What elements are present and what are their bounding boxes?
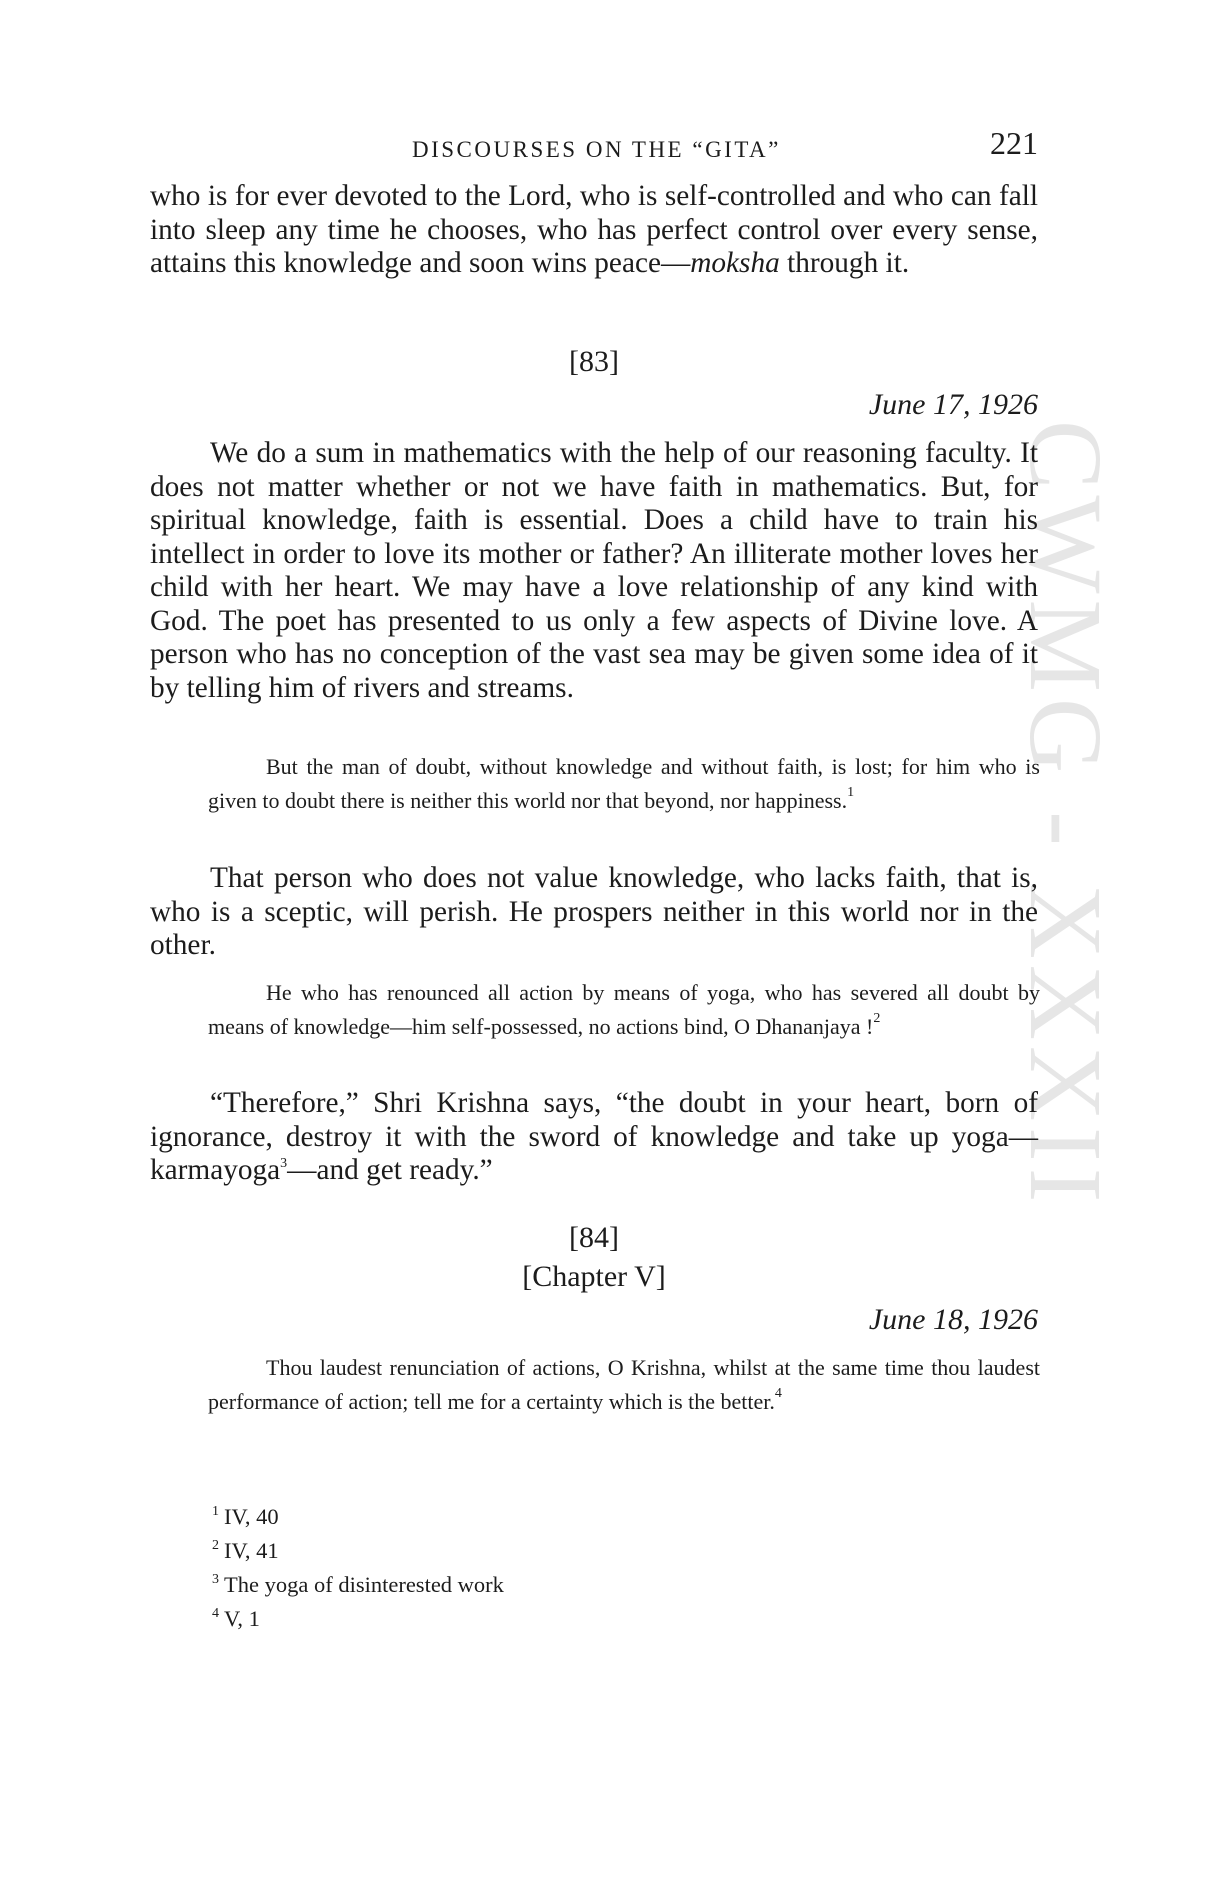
paragraph-tail: through it.	[779, 247, 910, 279]
footnote-ref: 1	[847, 784, 855, 800]
footnote	[212, 1599, 812, 1633]
paragraph-text: who is for ever devoted to the Lord, who is self-controlled and who can fall into sleep any time he chooses, who has perfect control over every sense, attains this knowledge and soon wins peace—	[150, 180, 1038, 279]
footnote-ref: 2	[873, 1010, 881, 1026]
page-number: 221	[990, 125, 1038, 161]
footnote-mark: 2	[212, 1538, 219, 1553]
paragraph-sceptic: That person who does not value knowledge, who lacks faith, that is, who is a sceptic, will perish. He prospers neither in this world nor in the other.	[150, 862, 1038, 961]
paragraph-therefore	[150, 1087, 1038, 1188]
chapter-heading: [Chapter V]	[522, 1260, 666, 1293]
footnote-mark: 3	[212, 1572, 219, 1587]
section-date-84: June 18, 1926	[868, 1303, 1038, 1336]
footnotes	[212, 1497, 812, 1633]
paragraph-faith: We do a sum in mathematics with the help of our reasoning faculty. It does not matter whether or not we have faith in mathematics. But, for spiritual knowledge, faith is essential. Does a child have to train his intellect in order to love its mother or father? An illiterate mother loves her child with her heart. We may have a love relationship of any kind with God. The poet has presented to us only a few aspects of Divine love. A person who has no conception of the vast sea may be given some idea of it by telling him of rivers and streams.	[150, 437, 1038, 704]
footnote-text: V, 1	[224, 1606, 260, 1631]
paragraph-text: “Therefore,” Shri Krishna says, “the doubt in your heart, born of ignorance, destroy it with the sword of knowledge and take up yoga—karmayoga	[150, 1087, 1038, 1186]
footnote-ref: 4	[774, 1385, 782, 1401]
footnote	[212, 1531, 812, 1565]
footnote-ref: 3	[280, 1156, 288, 1171]
running-head: DISCOURSES ON THE “GITA”	[412, 137, 781, 162]
section-number-83: [83]	[569, 345, 619, 378]
gita-quote-3	[208, 1351, 1040, 1418]
quote-text: He who has renounced all action by means of yoga, who has severed all doubt by means of knowledge—him self-possessed, no actions bind, O Dhananjaya !	[208, 980, 1040, 1039]
paragraph-continuation	[150, 180, 1038, 281]
watermark-text: CWMG - XXXII	[1008, 420, 1123, 1209]
section-number-84: [84]	[569, 1221, 619, 1254]
footnote	[212, 1565, 812, 1599]
gita-quote-2	[208, 976, 1040, 1043]
footnote-text: IV, 40	[224, 1504, 279, 1529]
section-date-83: June 17, 1926	[868, 388, 1038, 421]
footnote	[212, 1497, 812, 1531]
paragraph-tail: —and get ready.”	[287, 1154, 493, 1186]
footnote-mark: 4	[212, 1606, 219, 1621]
quote-text: But the man of doubt, without knowledge and without faith, is lost; for him who is given to doubt there is neither this world nor that beyond, nor happiness.	[208, 754, 1040, 813]
footnote-text: The yoga of disinterested work	[224, 1572, 504, 1597]
gita-quote-1	[208, 750, 1040, 817]
page-header	[150, 125, 1038, 175]
quote-text: Thou laudest renunciation of actions, O Krishna, whilst at the same time thou laudest performance of action; tell me for a certainty which is the better.	[208, 1355, 1040, 1414]
footnote-mark: 1	[212, 1504, 219, 1519]
italic-term: moksha	[690, 247, 780, 279]
footnote-text: IV, 41	[224, 1538, 279, 1563]
